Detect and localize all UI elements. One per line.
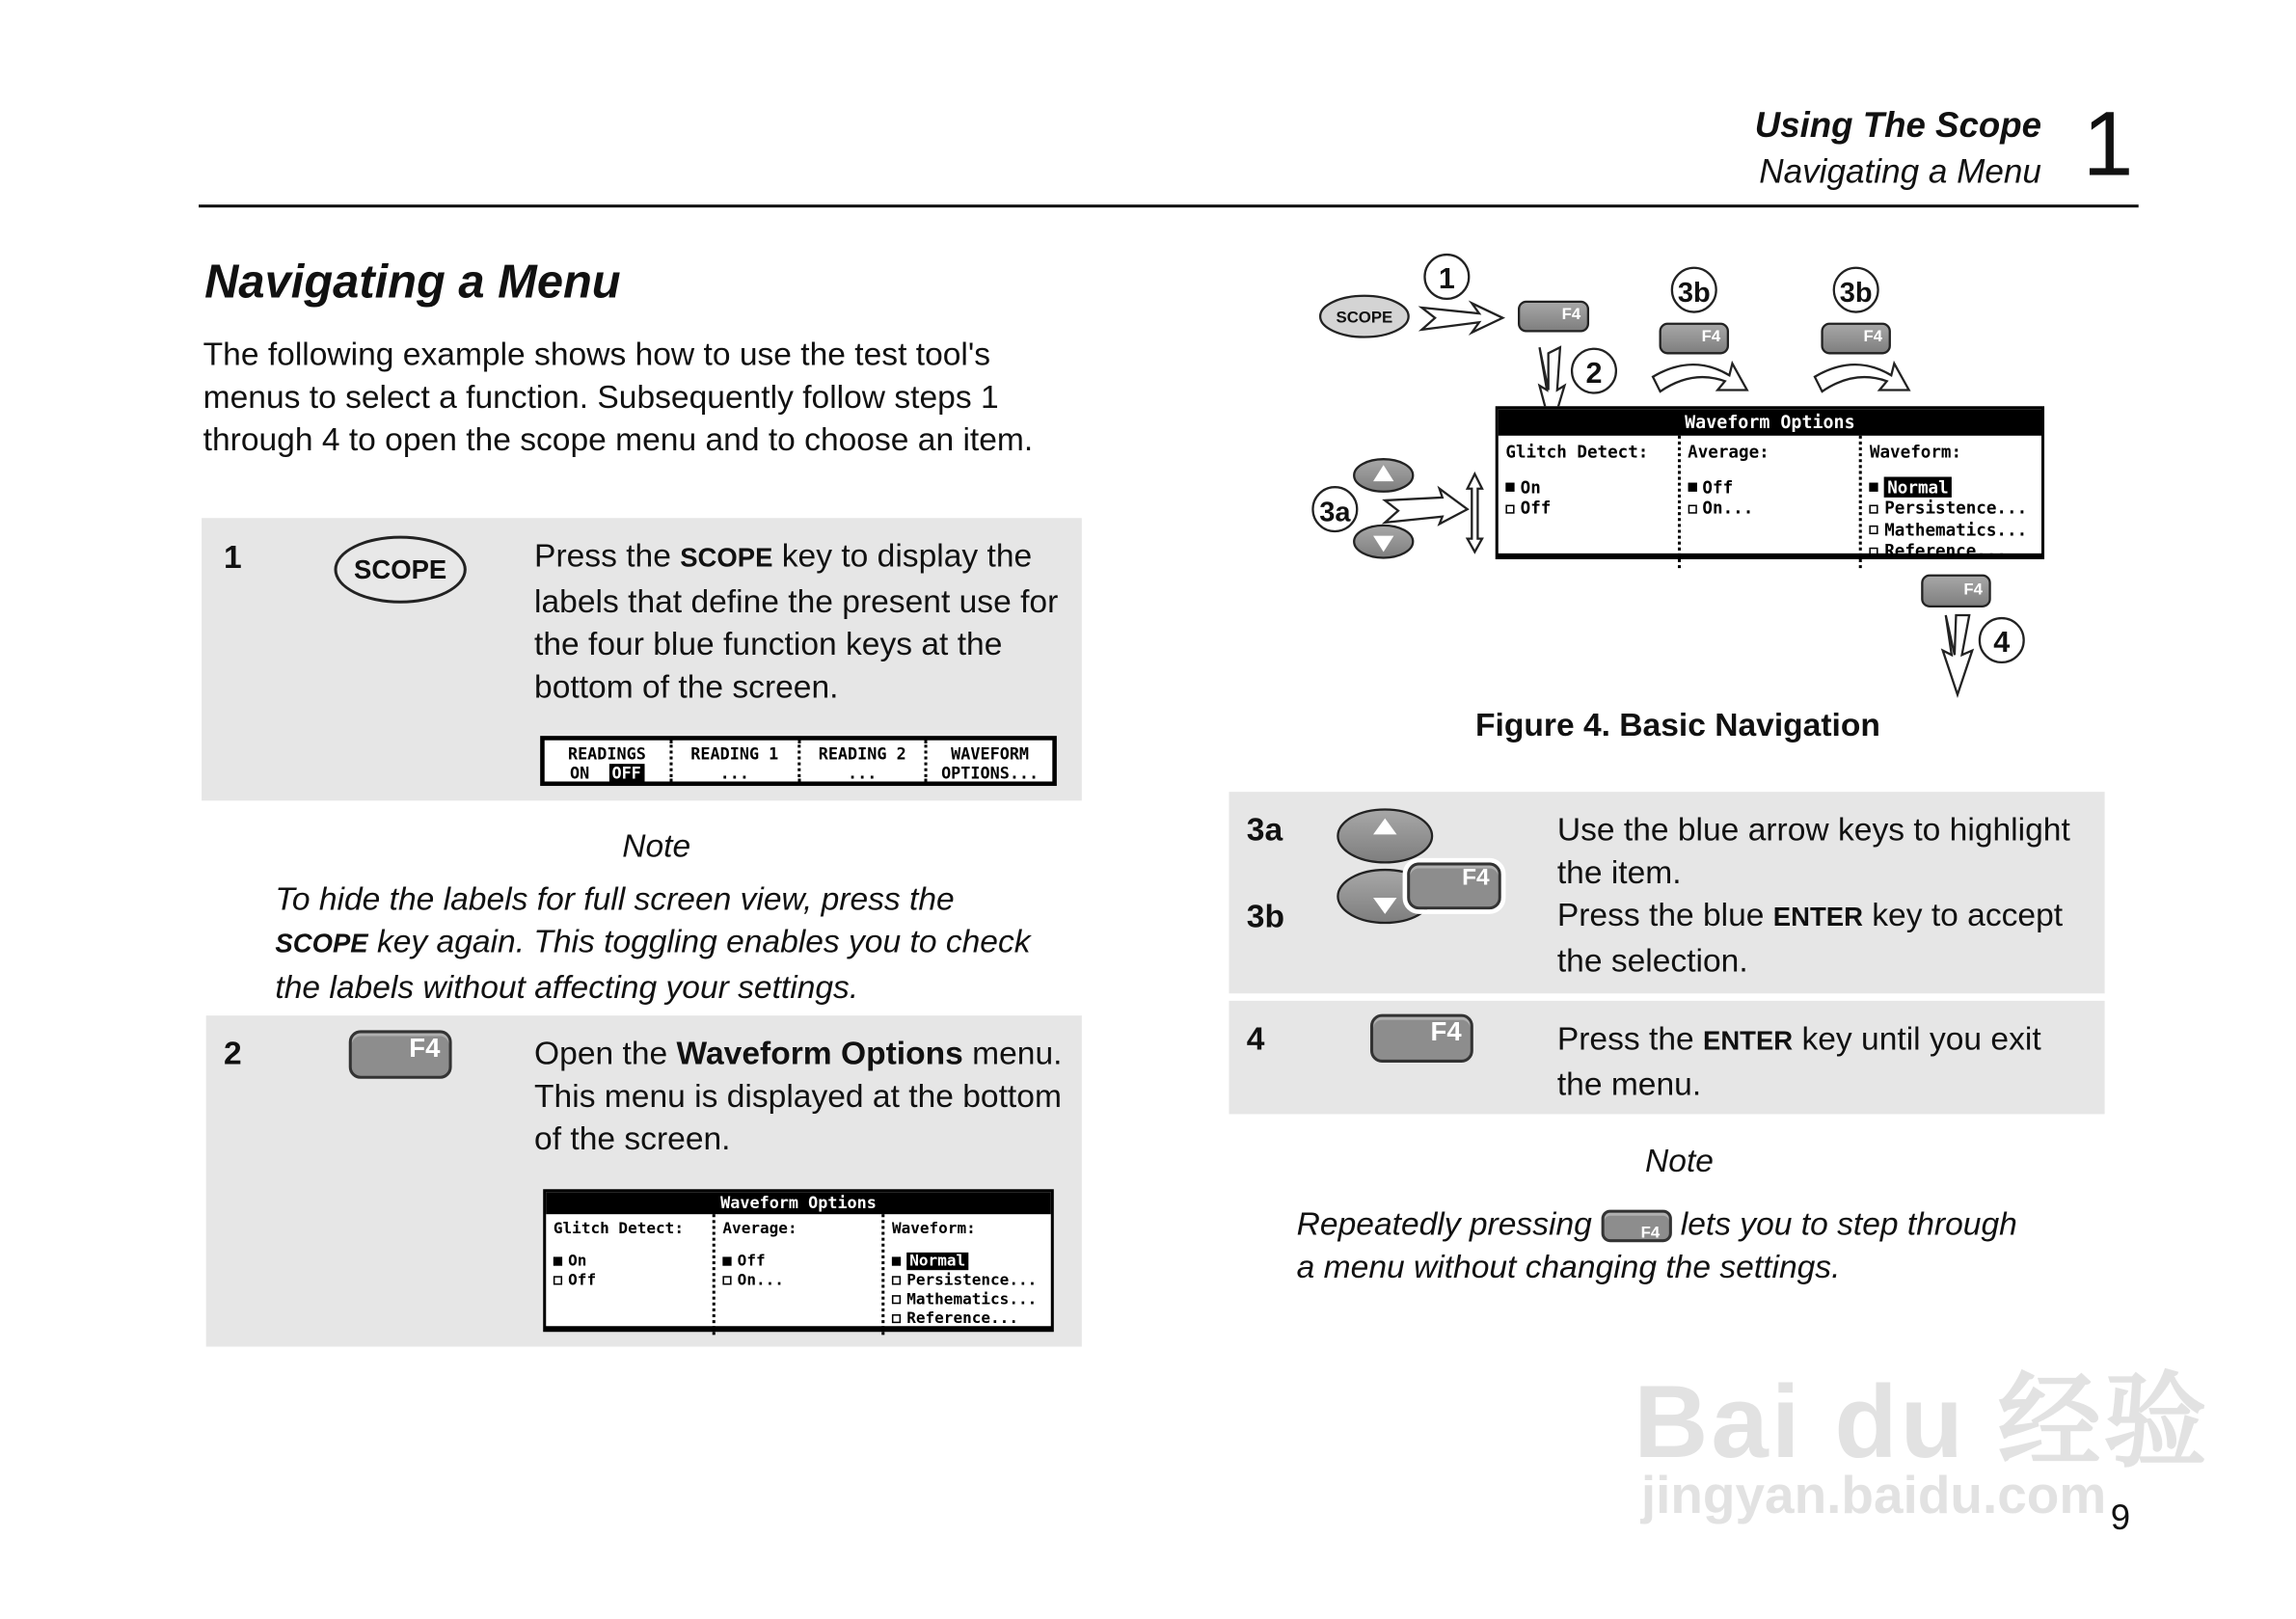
watermark-url: jingyan.baidu.com [1640, 1464, 2107, 1525]
key-label: F4 [409, 1033, 441, 1063]
option-mathematics: Mathematics... [892, 1291, 1043, 1310]
key-label: F4 [1963, 580, 1983, 599]
text: key until you exit the menu. [1556, 1019, 2041, 1103]
option-normal: Normal [892, 1253, 1043, 1272]
step-2-box [206, 1015, 1082, 1346]
page-title: Navigating a Menu [204, 255, 621, 308]
key-label: F4 [1462, 865, 1490, 891]
glitch-detect-column [546, 1214, 712, 1335]
waveform-column [1859, 436, 2041, 568]
key-label: F4 [1561, 305, 1581, 324]
label-line: ... [848, 764, 878, 783]
key-label: F4 [1430, 1016, 1462, 1047]
intro-paragraph: The following example shows how to use the test tool's menus to select a function. Subsequently follow steps 1 through 4 to open the scope menu and to choose an item. [203, 335, 1034, 458]
step-number: 3a [1246, 810, 1283, 849]
text: lets you to step through a menu without changing the settings. [1296, 1205, 2017, 1285]
note-text [1297, 1202, 2033, 1288]
key-label: F4 [1701, 327, 1721, 346]
curved-arrow-icon [1653, 364, 1747, 391]
up-down-arrow-icon [1468, 473, 1482, 552]
waveform-options-screen [543, 1189, 1054, 1332]
label-line: READING 1 [690, 744, 779, 765]
option-mathematics: Mathematics... [1870, 519, 2034, 540]
f4-key-icon [1370, 1014, 1473, 1063]
column-header: Glitch Detect: [553, 1220, 684, 1238]
step-number: 3b [1246, 898, 1284, 935]
watermark-logo: Bai du 经验 [1634, 1363, 2210, 1479]
chapter-number: 1 [2082, 94, 2134, 196]
option-off: Off [1688, 476, 1851, 498]
step-2-text [534, 1032, 1064, 1160]
text: Press the [534, 537, 681, 575]
figure-waveform-options-screen [1496, 406, 2044, 559]
f4-key-icon [1601, 1210, 1671, 1243]
text: Press the [1556, 1019, 1704, 1057]
glitch-detect-column [1499, 436, 1678, 568]
page-number: 9 [2110, 1498, 2131, 1538]
average-column [1677, 436, 1859, 568]
text: menu. This menu is displayed at the bottom of the screen. [534, 1034, 1063, 1157]
column-header: Average: [722, 1220, 797, 1238]
text: key to display the labels that define the present use for the four blue function keys at the bottom of the screen. [534, 537, 1059, 706]
label-reading-1 [669, 741, 797, 782]
average-column [713, 1214, 882, 1335]
scope-key-label: SCOPE [1336, 308, 1393, 327]
option-on: On [1505, 476, 1669, 498]
callout-label: 3b [1677, 277, 1711, 309]
step-number: 1 [223, 538, 242, 576]
option-normal: Normal [1870, 476, 2034, 498]
note-text [275, 877, 1040, 1009]
column-header: Glitch Detect: [1505, 441, 1649, 463]
step-3a-text: Use the blue arrow keys to highlight the item. [1556, 810, 2070, 891]
header-section: Using The Scope [1754, 105, 2041, 147]
label-off-highlighted: OFF [608, 764, 643, 783]
f4-key-icon [1407, 862, 1501, 909]
step-4-box [1229, 1001, 2104, 1115]
label-waveform-options [925, 741, 1052, 782]
label-on: ON [569, 764, 590, 783]
label-line: WAVEFORM [951, 744, 1030, 765]
column-header: Average: [1688, 441, 1769, 463]
figure-caption: Figure 4. Basic Navigation [1475, 706, 1880, 743]
header-subsection: Navigating a Menu [1759, 151, 2041, 190]
step-4-text [1557, 1017, 2094, 1106]
text: Repeatedly pressing [1296, 1205, 1602, 1243]
option-persistence: Persistence... [892, 1272, 1043, 1291]
arrow-down-icon [1943, 615, 1973, 694]
scope-key-icon: SCOPE [334, 536, 466, 604]
callout-label: 1 [1438, 262, 1455, 296]
text: To hide the labels for full screen view, press the [275, 879, 955, 917]
waveform-column [881, 1214, 1051, 1335]
label-line: ... [719, 764, 749, 783]
label-readings [545, 741, 669, 782]
option-reference: Reference... [892, 1309, 1043, 1329]
menu-name: Waveform Options [676, 1034, 963, 1072]
key-name: ENTER [1703, 1025, 1794, 1056]
option-on: On... [1688, 498, 1851, 519]
f4-key-icon [349, 1030, 452, 1078]
option-persistence: Persistence... [1870, 498, 2034, 519]
note-heading: Note [622, 826, 691, 864]
text: Open the [534, 1034, 677, 1072]
key-name: ENTER [1772, 902, 1863, 932]
key-label: F4 [1863, 327, 1883, 346]
label-line: READING 2 [818, 744, 906, 765]
key-name: SCOPE [680, 543, 773, 573]
basic-navigation-figure [0, 0, 2296, 707]
option-reference: Reference... [1870, 540, 2034, 561]
column-header: Waveform: [891, 1220, 976, 1238]
callout-label: 4 [1993, 626, 2011, 660]
arrow-right-icon [1421, 303, 1502, 333]
option-off: Off [722, 1253, 874, 1272]
key-label: F4 [1640, 1225, 1661, 1243]
label-line: OPTIONS... [941, 764, 1040, 783]
option-on: On [554, 1253, 705, 1272]
step-3-box [1229, 792, 2104, 993]
label-line: READINGS [567, 744, 646, 765]
arrow-right-icon [1385, 489, 1467, 525]
option-off: Off [554, 1272, 705, 1291]
screen-title: Waveform Options [1499, 409, 2041, 435]
curved-arrow-icon [1815, 364, 1909, 391]
text: Press the blue [1556, 896, 1773, 933]
step-3b-text [1557, 893, 2094, 982]
option-on: On... [722, 1272, 874, 1291]
readings-label-bar [540, 736, 1057, 786]
callout-label: 3b [1839, 277, 1873, 309]
screen-title: Waveform Options [546, 1192, 1051, 1214]
label-reading-2 [797, 741, 924, 782]
option-off: Off [1505, 498, 1669, 519]
note-heading: Note [1645, 1142, 1714, 1179]
label-line [545, 764, 669, 783]
callout-label: 3a [1319, 497, 1351, 528]
step-number: 2 [223, 1034, 242, 1072]
text: key again. This toggling enables you to check the labels without affecting your settings. [275, 922, 1031, 1006]
key-name: SCOPE [275, 929, 368, 958]
step-number: 4 [1246, 1019, 1265, 1057]
column-header: Waveform: [1869, 441, 1962, 463]
callout-label: 2 [1585, 356, 1603, 390]
text: key to accept the selection. [1556, 896, 2064, 979]
up-arrow-key-icon [1337, 809, 1432, 862]
